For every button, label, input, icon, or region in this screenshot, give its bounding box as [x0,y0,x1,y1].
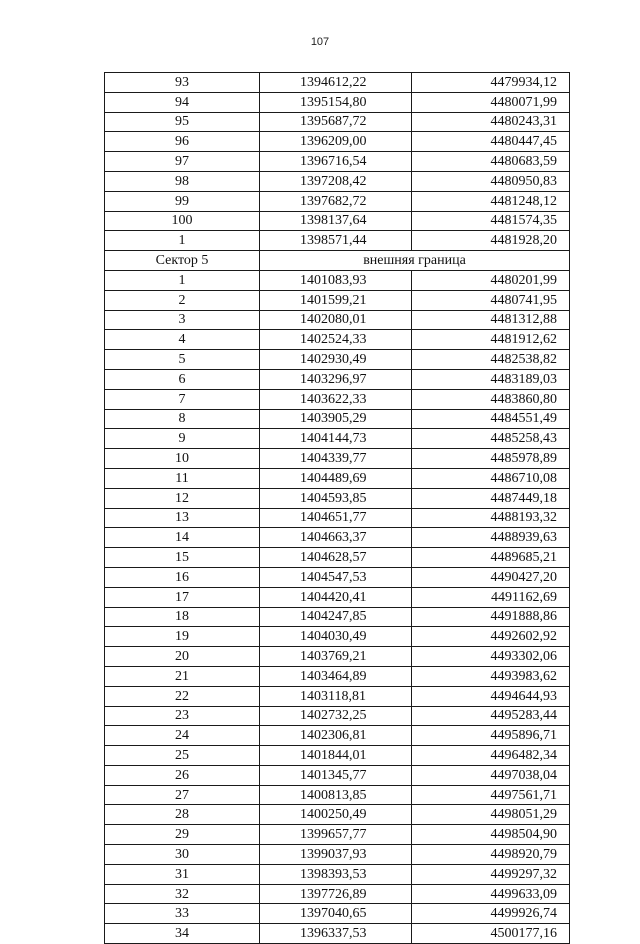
table-row [105,864,570,884]
x-coordinate-cell: 1400250,49 [260,805,412,825]
table-row [105,825,570,845]
x-coordinate-cell: 1402732,25 [260,706,412,726]
table-row [105,528,570,548]
table-row [105,409,570,429]
table-row [105,548,570,568]
table-row [105,468,570,488]
point-number-cell: 29 [105,825,260,845]
x-coordinate-cell: 1400813,85 [260,785,412,805]
x-coordinate-cell: 1398137,64 [260,211,412,231]
y-coordinate-cell: 4488939,63 [412,528,570,548]
point-number-cell: 28 [105,805,260,825]
point-number-cell: 34 [105,924,260,944]
x-coordinate-cell: 1404420,41 [260,587,412,607]
point-number-cell: 6 [105,369,260,389]
table-row [105,330,570,350]
y-coordinate-cell: 4480243,31 [412,112,570,132]
x-coordinate-cell: 1404547,53 [260,567,412,587]
y-coordinate-cell: 4486710,08 [412,468,570,488]
x-coordinate-cell: 1404030,49 [260,627,412,647]
y-coordinate-cell: 4479934,12 [412,73,570,93]
table-row [105,587,570,607]
page-number: 107 [310,36,330,48]
table-row [105,666,570,686]
table-row [105,92,570,112]
y-coordinate-cell: 4496482,34 [412,746,570,766]
y-coordinate-cell: 4480950,83 [412,171,570,191]
y-coordinate-cell: 4494644,93 [412,686,570,706]
table-row [105,884,570,904]
point-number-cell: 99 [105,191,260,211]
table-row [105,726,570,746]
point-number-cell: 98 [105,171,260,191]
table-row [105,290,570,310]
table-row [105,73,570,93]
y-coordinate-cell: 4499297,32 [412,864,570,884]
x-coordinate-cell: 1401844,01 [260,746,412,766]
point-number-cell: 3 [105,310,260,330]
x-coordinate-cell: 1403905,29 [260,409,412,429]
table-row [105,211,570,231]
y-coordinate-cell: 4488193,32 [412,508,570,528]
y-coordinate-cell: 4498920,79 [412,845,570,865]
table-row [105,647,570,667]
point-number-cell: 33 [105,904,260,924]
point-number-cell: 15 [105,548,260,568]
y-coordinate-cell: 4493983,62 [412,666,570,686]
x-coordinate-cell: 1403118,81 [260,686,412,706]
point-number-cell: 8 [105,409,260,429]
y-coordinate-cell: 4480447,45 [412,132,570,152]
point-number-cell: 9 [105,429,260,449]
point-number-cell: 22 [105,686,260,706]
point-number-cell: 23 [105,706,260,726]
table-row [105,369,570,389]
x-coordinate-cell: 1402524,33 [260,330,412,350]
table-row [105,270,570,290]
point-number-cell: 18 [105,607,260,627]
x-coordinate-cell: 1396209,00 [260,132,412,152]
y-coordinate-cell: 4481312,88 [412,310,570,330]
y-coordinate-cell: 4481574,35 [412,211,570,231]
table-row [105,686,570,706]
point-number-cell: 7 [105,389,260,409]
table-row [105,765,570,785]
table-row [105,449,570,469]
y-coordinate-cell: 4480201,99 [412,270,570,290]
x-coordinate-cell: 1403622,33 [260,389,412,409]
x-coordinate-cell: 1404247,85 [260,607,412,627]
sector-description: внешняя граница [260,251,570,271]
table-row [105,627,570,647]
point-number-cell: 31 [105,864,260,884]
x-coordinate-cell: 1397726,89 [260,884,412,904]
point-number-cell: 1 [105,231,260,251]
point-number-cell: 17 [105,587,260,607]
x-coordinate-cell: 1399037,93 [260,845,412,865]
y-coordinate-cell: 4500177,16 [412,924,570,944]
point-number-cell: 24 [105,726,260,746]
table-row [105,389,570,409]
x-coordinate-cell: 1403296,97 [260,369,412,389]
x-coordinate-cell: 1396337,53 [260,924,412,944]
x-coordinate-cell: 1404593,85 [260,488,412,508]
y-coordinate-cell: 4482538,82 [412,350,570,370]
y-coordinate-cell: 4499926,74 [412,904,570,924]
y-coordinate-cell: 4481248,12 [412,191,570,211]
table-row [105,191,570,211]
y-coordinate-cell: 4480741,95 [412,290,570,310]
point-number-cell: 10 [105,449,260,469]
x-coordinate-cell: 1403464,89 [260,666,412,686]
x-coordinate-cell: 1402306,81 [260,726,412,746]
x-coordinate-cell: 1404628,57 [260,548,412,568]
x-coordinate-cell: 1404144,73 [260,429,412,449]
table-row [105,805,570,825]
x-coordinate-cell: 1403769,21 [260,647,412,667]
y-coordinate-cell: 4485258,43 [412,429,570,449]
y-coordinate-cell: 4490427,20 [412,567,570,587]
y-coordinate-cell: 4483189,03 [412,369,570,389]
x-coordinate-cell: 1398571,44 [260,231,412,251]
table-row [105,924,570,944]
y-coordinate-cell: 4498504,90 [412,825,570,845]
table-row [105,785,570,805]
y-coordinate-cell: 4492602,92 [412,627,570,647]
y-coordinate-cell: 4481928,20 [412,231,570,251]
y-coordinate-cell: 4489685,21 [412,548,570,568]
y-coordinate-cell: 4480683,59 [412,152,570,172]
table-row [105,171,570,191]
table-row [105,350,570,370]
table-row [105,607,570,627]
point-number-cell: 13 [105,508,260,528]
y-coordinate-cell: 4495896,71 [412,726,570,746]
y-coordinate-cell: 4495283,44 [412,706,570,726]
x-coordinate-cell: 1404489,69 [260,468,412,488]
table-row [105,845,570,865]
x-coordinate-cell: 1397208,42 [260,171,412,191]
y-coordinate-cell: 4497038,04 [412,765,570,785]
y-coordinate-cell: 4480071,99 [412,92,570,112]
table-row [105,231,570,251]
point-number-cell: 5 [105,350,260,370]
table-row [105,429,570,449]
y-coordinate-cell: 4491888,86 [412,607,570,627]
table-row [105,488,570,508]
x-coordinate-cell: 1396716,54 [260,152,412,172]
point-number-cell: 14 [105,528,260,548]
point-number-cell: 32 [105,884,260,904]
point-number-cell: 19 [105,627,260,647]
point-number-cell: 94 [105,92,260,112]
table-body-after [105,270,570,943]
x-coordinate-cell: 1399657,77 [260,825,412,845]
point-number-cell: 4 [105,330,260,350]
point-number-cell: 11 [105,468,260,488]
point-number-cell: 30 [105,845,260,865]
table-row [105,310,570,330]
point-number-cell: 97 [105,152,260,172]
x-coordinate-cell: 1404651,77 [260,508,412,528]
table-body-before [105,73,570,251]
point-number-cell: 12 [105,488,260,508]
table-row [105,706,570,726]
x-coordinate-cell: 1395154,80 [260,92,412,112]
y-coordinate-cell: 4485978,89 [412,449,570,469]
point-number-cell: 16 [105,567,260,587]
table-row [105,508,570,528]
point-number-cell: 93 [105,73,260,93]
x-coordinate-cell: 1395687,72 [260,112,412,132]
point-number-cell: 21 [105,666,260,686]
table-row [105,904,570,924]
point-number-cell: 26 [105,765,260,785]
point-number-cell: 20 [105,647,260,667]
coordinates-table [104,72,570,944]
point-number-cell: 96 [105,132,260,152]
table-row [105,567,570,587]
point-number-cell: 95 [105,112,260,132]
point-number-cell: 25 [105,746,260,766]
x-coordinate-cell: 1397682,72 [260,191,412,211]
x-coordinate-cell: 1397040,65 [260,904,412,924]
table-row [105,112,570,132]
point-number-cell: 1 [105,270,260,290]
point-number-cell: 2 [105,290,260,310]
y-coordinate-cell: 4487449,18 [412,488,570,508]
x-coordinate-cell: 1401083,93 [260,270,412,290]
y-coordinate-cell: 4497561,71 [412,785,570,805]
x-coordinate-cell: 1401345,77 [260,765,412,785]
y-coordinate-cell: 4481912,62 [412,330,570,350]
y-coordinate-cell: 4491162,69 [412,587,570,607]
table-row [105,152,570,172]
sector-label: Сектор 5 [105,251,260,271]
y-coordinate-cell: 4483860,80 [412,389,570,409]
table-row [105,132,570,152]
x-coordinate-cell: 1398393,53 [260,864,412,884]
x-coordinate-cell: 1402080,01 [260,310,412,330]
y-coordinate-cell: 4499633,09 [412,884,570,904]
x-coordinate-cell: 1404339,77 [260,449,412,469]
sector-header [105,251,570,271]
y-coordinate-cell: 4493302,06 [412,647,570,667]
x-coordinate-cell: 1401599,21 [260,290,412,310]
point-number-cell: 100 [105,211,260,231]
y-coordinate-cell: 4498051,29 [412,805,570,825]
point-number-cell: 27 [105,785,260,805]
x-coordinate-cell: 1394612,22 [260,73,412,93]
table-row [105,746,570,766]
sector-row [105,251,570,271]
y-coordinate-cell: 4484551,49 [412,409,570,429]
x-coordinate-cell: 1404663,37 [260,528,412,548]
x-coordinate-cell: 1402930,49 [260,350,412,370]
